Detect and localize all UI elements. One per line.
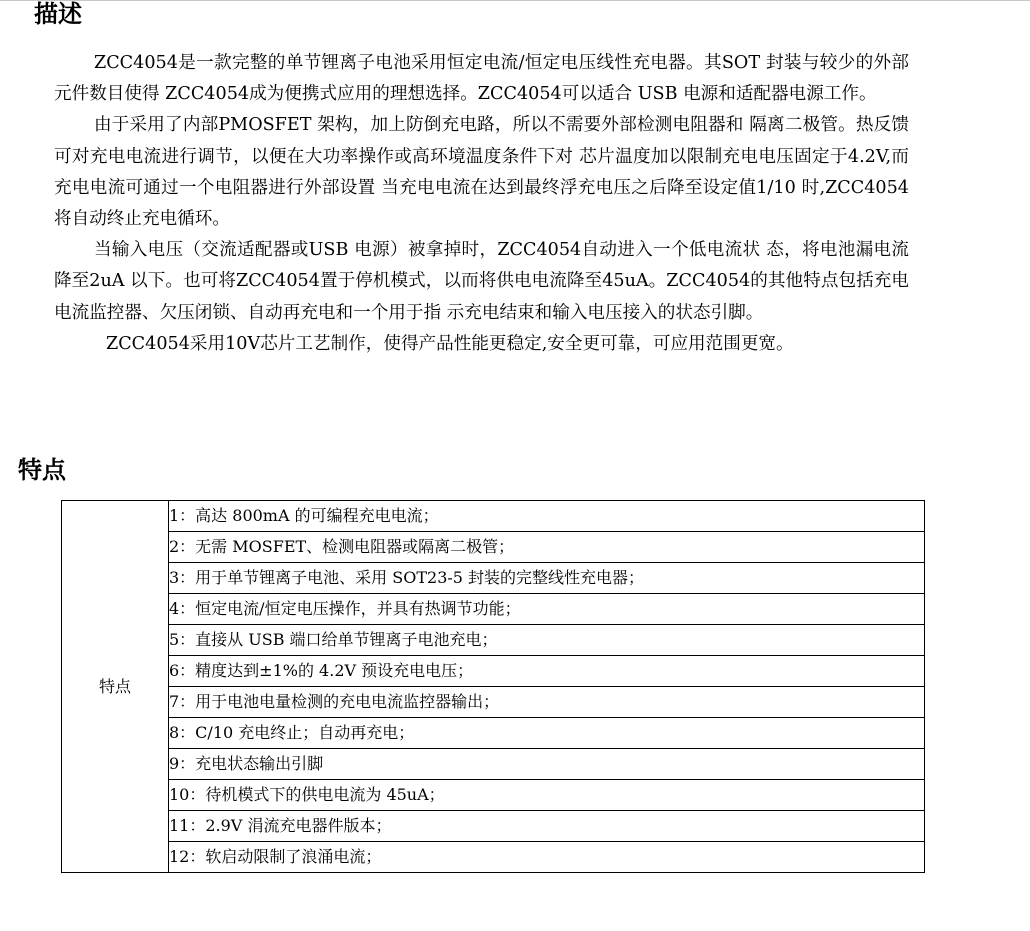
description-paragraph: ZCC4054是一款完整的单节锂离子电池采用恒定电流/恒定电压线性充电器。其SOT 封装与较少的外部元件数目使得 ZCC4054成为便携式应用的理想选择。ZCC4054可以适合 USB 电源和适配器电源工作。 bbox=[54, 53, 909, 105]
table-row bbox=[62, 687, 925, 718]
table-row bbox=[62, 532, 925, 563]
feature-item: 5：直接从 USB 端口给单节锂离子电池充电； bbox=[169, 625, 925, 656]
table-row bbox=[62, 842, 925, 873]
table-row bbox=[62, 780, 925, 811]
feature-item: 8：C/10 充电终止；自动再充电； bbox=[169, 718, 925, 749]
table-row bbox=[62, 625, 925, 656]
page-top-rule bbox=[0, 0, 1030, 1]
table-row bbox=[62, 718, 925, 749]
feature-item: 12：软启动限制了浪涌电流； bbox=[169, 842, 925, 873]
table-row bbox=[62, 811, 925, 842]
feature-item: 10：待机模式下的供电电流为 45uA； bbox=[169, 780, 925, 811]
feature-item: 11：2.9V 涓流充电器件版本； bbox=[169, 811, 925, 842]
features-table-label: 特点 bbox=[62, 501, 169, 873]
feature-item: 4：恒定电流/恒定电压操作，并具有热调节功能； bbox=[169, 594, 925, 625]
description-paragraph: ZCC4054采用10V芯片工艺制作，使得产品性能更稳定,安全更可靠，可应用范围更宽。 bbox=[106, 333, 794, 354]
feature-item: 3：用于单节锂离子电池、采用 SOT23-5 封装的完整线性充电器； bbox=[169, 563, 925, 594]
description-paragraph: 由于采用了内部PMOSFET 架构，加上防倒充电路，所以不需要外部检测电阻器和 隔离二极管。热反馈可对充电电流进行调节，以便在大功率操作或高环境温度条件下对 芯片温度加以限制充电电压固定于4.2V,而充电电流可通过一个电阻器进行外部设置 当充电电流在达到最终浮充电压之后降至设定值1/10 时,ZCC4054将自动终止充电循环。 bbox=[54, 115, 909, 230]
table-row bbox=[62, 749, 925, 780]
table-row bbox=[62, 501, 925, 532]
description-body bbox=[54, 48, 909, 360]
feature-item: 7：用于电池电量检测的充电电流监控器输出； bbox=[169, 687, 925, 718]
description-paragraph: 当输入电压（交流适配器或USB 电源）被拿掉时，ZCC4054自动进入一个低电流状 态，将电池漏电流降至2uA 以下。也可将ZCC4054置于停机模式，以而将供电电流降至45uA。ZCC4054的其他特点包括充电电流监控器、欠压闭锁、自动再充电和一个用于指 示充电结束和输入电压接入的状态引脚。 bbox=[54, 240, 909, 323]
feature-item: 9：充电状态输出引脚 bbox=[169, 749, 925, 780]
feature-item: 1：高达 800mA 的可编程充电电流； bbox=[169, 501, 925, 532]
feature-item: 2：无需 MOSFET、检测电阻器或隔离二极管； bbox=[169, 532, 925, 563]
features-heading: 特点 bbox=[18, 456, 66, 484]
table-row bbox=[62, 563, 925, 594]
features-table bbox=[61, 500, 925, 873]
table-row bbox=[62, 594, 925, 625]
feature-item: 6：精度达到±1%的 4.2V 预设充电电压； bbox=[169, 656, 925, 687]
table-row bbox=[62, 656, 925, 687]
description-heading: 描述 bbox=[34, 0, 82, 28]
